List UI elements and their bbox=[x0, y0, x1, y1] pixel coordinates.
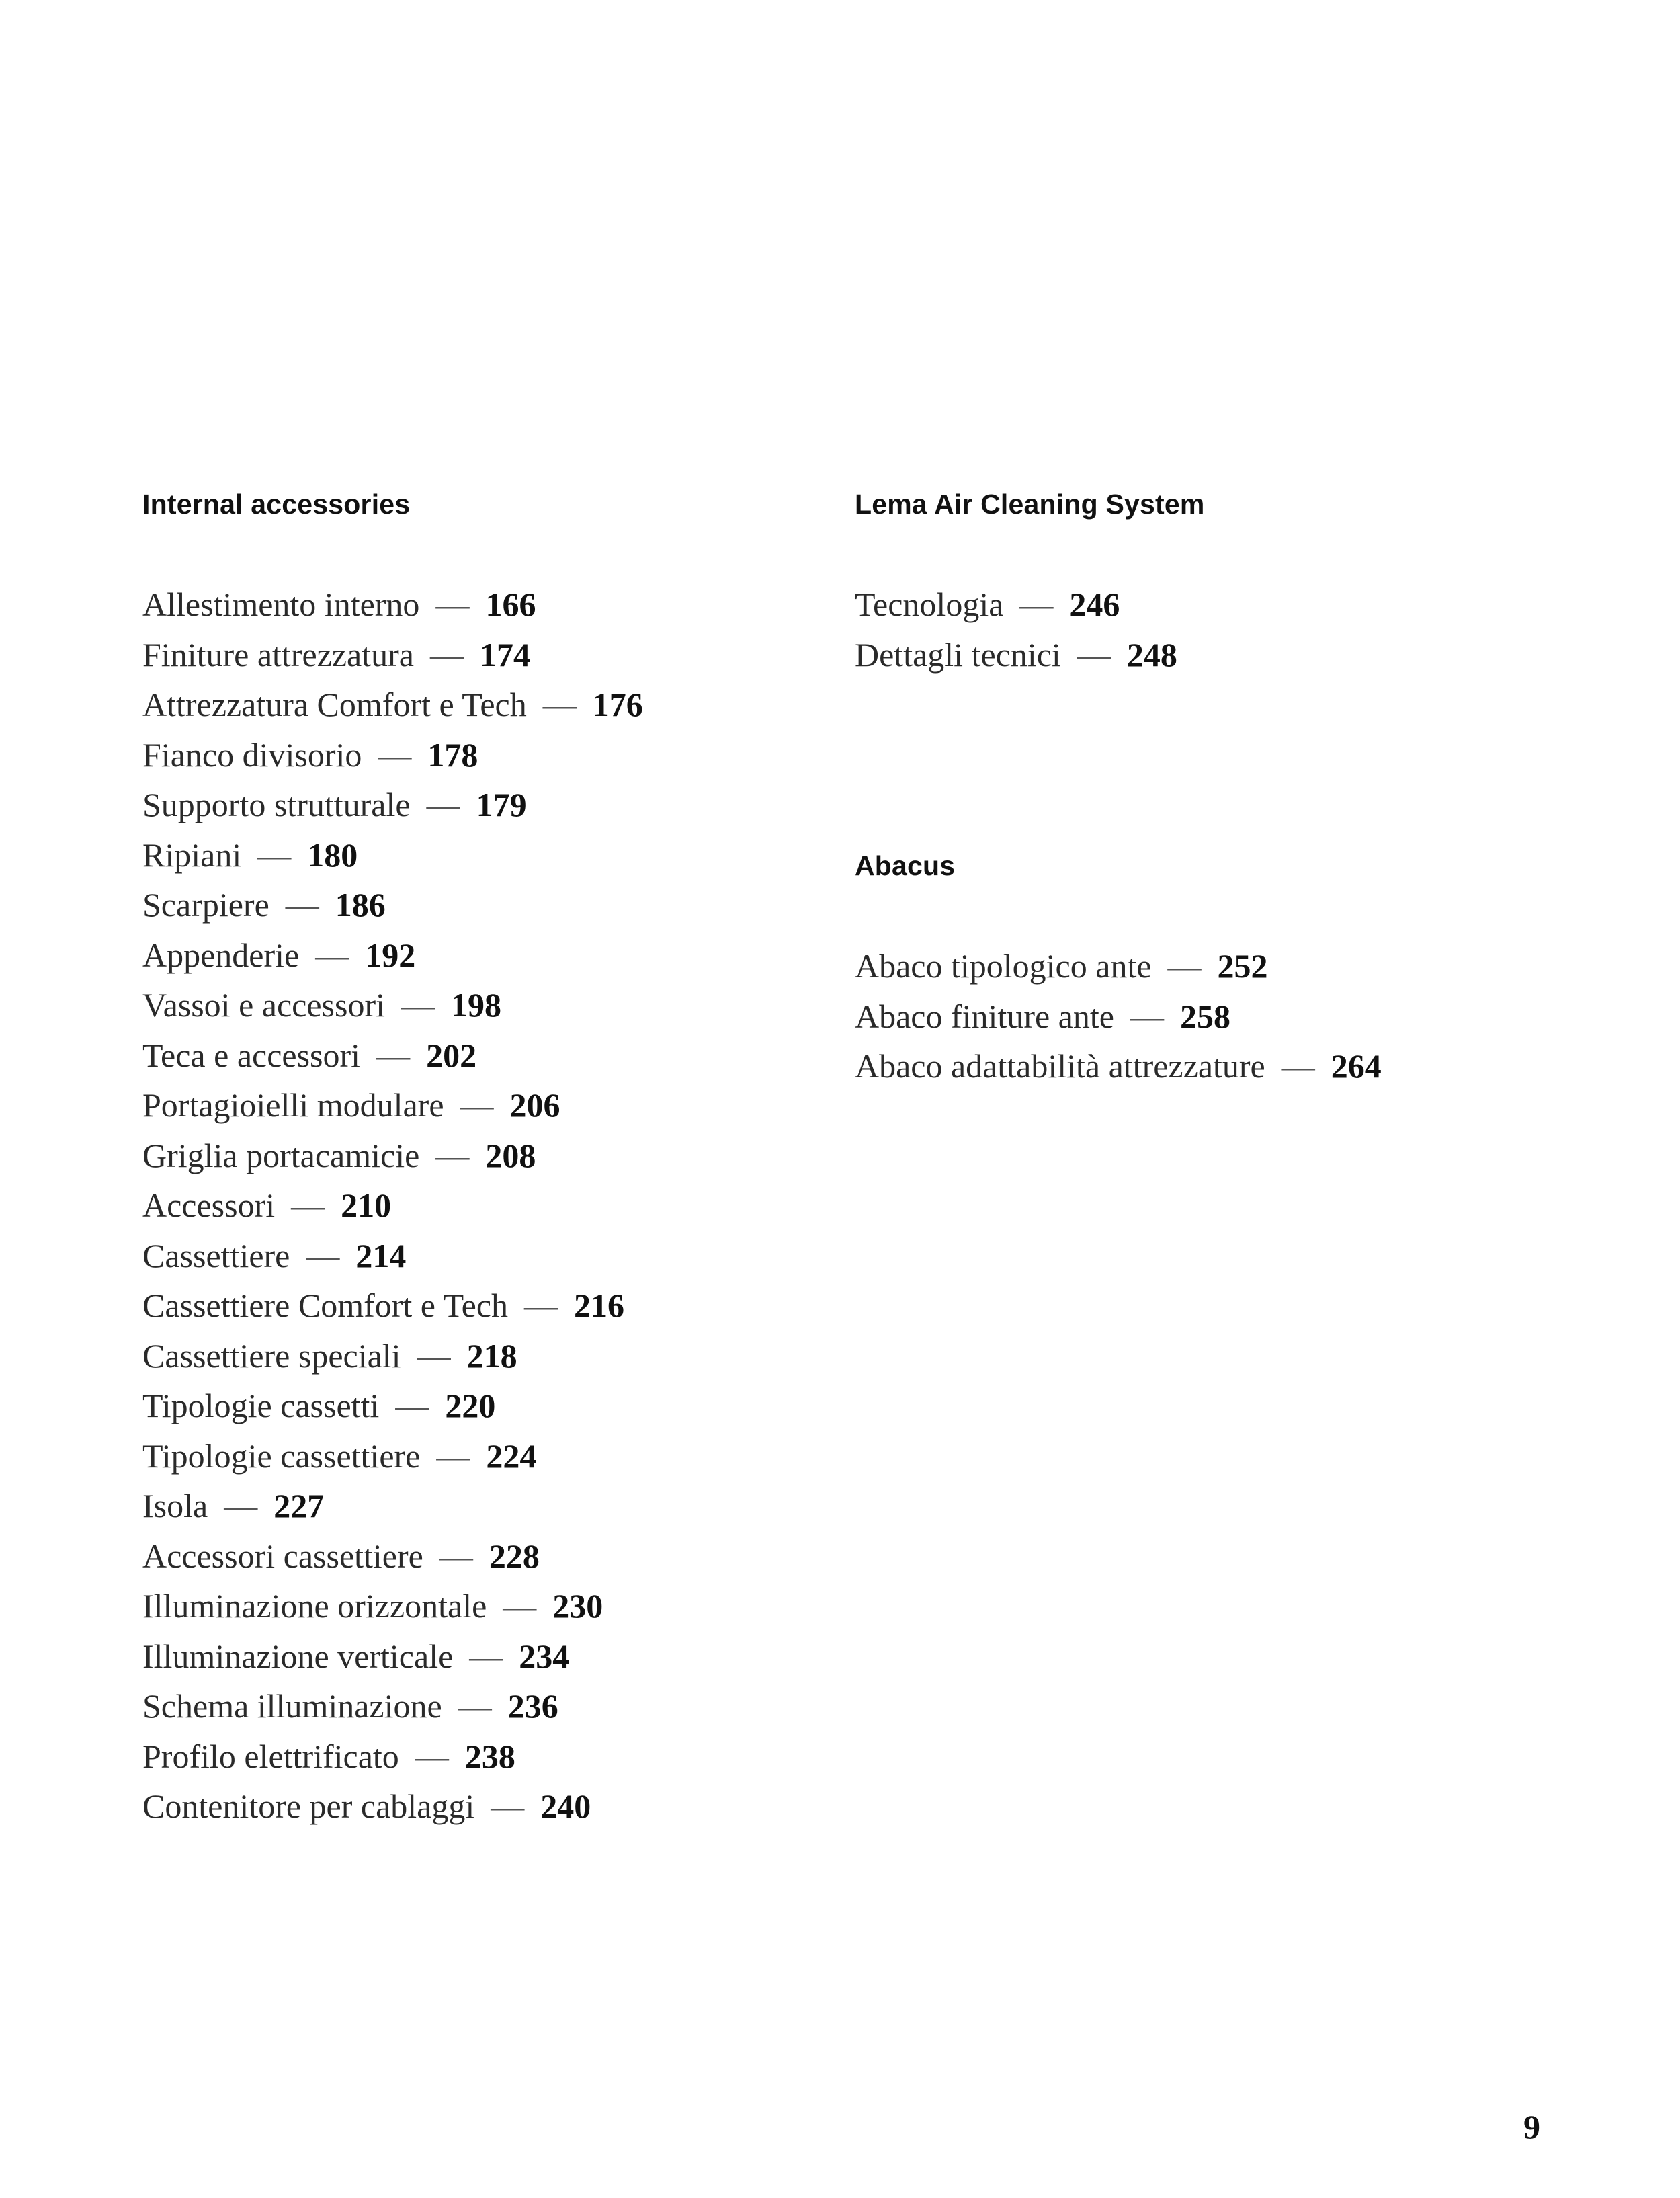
toc-entry-label: Tipologie cassettiere bbox=[142, 1436, 421, 1475]
toc-entry-page: 258 bbox=[1179, 997, 1230, 1035]
toc-entry-separator: — bbox=[1019, 585, 1054, 623]
toc-entry-separator: — bbox=[460, 1086, 494, 1124]
toc-entry bbox=[142, 1681, 814, 1732]
toc-entry-page: 246 bbox=[1069, 585, 1120, 623]
toc-entry bbox=[142, 980, 814, 1030]
toc-entry-separator: — bbox=[542, 686, 577, 723]
toc-entry-page: 234 bbox=[519, 1637, 570, 1675]
toc-entry bbox=[142, 630, 814, 680]
toc-entry-page: 216 bbox=[574, 1287, 625, 1324]
toc-entry-separator: — bbox=[436, 1436, 470, 1475]
toc-entry bbox=[855, 941, 1594, 991]
toc-entry-label: Abaco adattabilità attrezzature bbox=[855, 1047, 1265, 1085]
toc-entry-page: 166 bbox=[485, 585, 536, 623]
toc-entry bbox=[142, 1781, 814, 1832]
toc-entry bbox=[855, 579, 1594, 630]
toc-entry-page: 179 bbox=[476, 786, 527, 823]
toc-entry-separator: — bbox=[429, 635, 464, 674]
toc-entry bbox=[142, 830, 814, 881]
toc-entry-label: Schema illuminazione bbox=[142, 1687, 442, 1725]
toc-entry-page: 176 bbox=[592, 686, 643, 723]
toc-entry bbox=[142, 880, 814, 930]
toc-entry bbox=[142, 1231, 814, 1281]
page-number: 9 bbox=[1523, 2108, 1540, 2146]
toc-entry-separator: — bbox=[1281, 1047, 1315, 1085]
toc-entry-label: Accessori bbox=[142, 1186, 276, 1224]
toc-entry-label: Isola bbox=[142, 1487, 208, 1524]
toc-entry bbox=[142, 1180, 814, 1231]
toc-entry-label: Finiture attrezzatura bbox=[142, 635, 414, 674]
toc-entry-page: 180 bbox=[307, 836, 358, 874]
toc-entry-separator: — bbox=[417, 1336, 451, 1375]
toc-entry-label: Griglia portacamicie bbox=[142, 1136, 420, 1174]
toc-entry-separator: — bbox=[469, 1637, 503, 1675]
toc-entry-label: Profilo elettrificato bbox=[142, 1737, 399, 1775]
toc-entry-page: 218 bbox=[466, 1336, 517, 1375]
toc-entry-label: Allestimento interno bbox=[142, 585, 420, 623]
toc-entry-separator: — bbox=[291, 1186, 325, 1224]
toc-entry-separator: — bbox=[285, 886, 319, 924]
toc-entry-page: 248 bbox=[1126, 635, 1177, 674]
toc-entry-page: 240 bbox=[540, 1787, 591, 1825]
toc-entry-separator: — bbox=[378, 735, 412, 774]
toc-list bbox=[855, 579, 1594, 680]
toc-entry-separator: — bbox=[401, 986, 435, 1024]
toc-list bbox=[142, 579, 814, 1832]
toc-entry bbox=[142, 1531, 814, 1582]
toc-entry-label: Fianco divisorio bbox=[142, 735, 362, 774]
toc-entry-separator: — bbox=[524, 1287, 558, 1324]
toc-entry-page: 178 bbox=[427, 735, 478, 774]
toc-entry-label: Vassoi e accessori bbox=[142, 986, 385, 1024]
toc-entry-label: Tecnologia bbox=[855, 585, 1004, 623]
toc-entry-label: Appenderie bbox=[142, 936, 300, 974]
toc-entry-separator: — bbox=[306, 1236, 340, 1274]
toc-entry-label: Contenitore per cablaggi bbox=[142, 1787, 475, 1825]
section-lema-air-cleaning-system bbox=[855, 484, 1594, 680]
toc-entry bbox=[142, 1431, 814, 1481]
section-heading: Lema Air Cleaning System bbox=[855, 489, 1205, 520]
toc-entry-page: 186 bbox=[335, 886, 386, 924]
toc-entry-separator: — bbox=[503, 1587, 537, 1625]
toc-entry-label: Teca e accessori bbox=[142, 1036, 361, 1074]
toc-entry-page: 214 bbox=[355, 1236, 407, 1274]
toc-entry bbox=[142, 579, 814, 630]
toc-entry-separator: — bbox=[435, 1136, 470, 1174]
toc-list bbox=[855, 941, 1594, 1092]
toc-entry-separator: — bbox=[1077, 635, 1111, 674]
toc-entry bbox=[142, 680, 814, 730]
toc-entry-page: 236 bbox=[507, 1687, 558, 1725]
toc-entry-separator: — bbox=[224, 1487, 258, 1524]
toc-entry bbox=[142, 1030, 814, 1081]
toc-entry-page: 220 bbox=[445, 1387, 496, 1424]
toc-entry-page: 228 bbox=[489, 1537, 540, 1575]
toc-entry-page: 230 bbox=[552, 1587, 603, 1625]
toc-entry bbox=[142, 1331, 814, 1381]
toc-entry-separator: — bbox=[1167, 947, 1202, 985]
toc-entry-label: Portagioielli modulare bbox=[142, 1086, 444, 1124]
toc-entry bbox=[142, 1732, 814, 1782]
right-column bbox=[855, 484, 1594, 1092]
toc-entry-page: 202 bbox=[426, 1036, 477, 1074]
toc-entry bbox=[142, 1581, 814, 1631]
section-heading: Internal accessories bbox=[142, 489, 411, 520]
toc-entry-label: Attrezzatura Comfort e Tech bbox=[142, 686, 527, 723]
toc-entry-label: Abaco finiture ante bbox=[855, 997, 1114, 1035]
toc-entry-page: 252 bbox=[1217, 947, 1268, 985]
toc-entry-separator: — bbox=[458, 1687, 492, 1725]
toc-entry bbox=[855, 991, 1594, 1042]
toc-entry bbox=[142, 1381, 814, 1431]
toc-entry-separator: — bbox=[1130, 997, 1164, 1035]
toc-entry-separator: — bbox=[439, 1537, 473, 1575]
toc-entry-page: 206 bbox=[509, 1086, 560, 1124]
left-column bbox=[142, 484, 814, 1832]
toc-entry-separator: — bbox=[435, 585, 470, 623]
toc-entry-label: Cassettiere bbox=[142, 1236, 290, 1274]
toc-entry-page: 264 bbox=[1331, 1047, 1382, 1085]
toc-entry-label: Supporto strutturale bbox=[142, 786, 411, 823]
toc-entry-page: 208 bbox=[485, 1136, 536, 1174]
toc-entry-label: Accessori cassettiere bbox=[142, 1537, 423, 1575]
toc-entry-separator: — bbox=[315, 936, 349, 974]
toc-entry bbox=[855, 1041, 1594, 1092]
toc-entry-separator: — bbox=[257, 836, 292, 874]
section-heading: Abacus bbox=[855, 850, 956, 881]
toc-entry-label: Cassettiere Comfort e Tech bbox=[142, 1287, 509, 1324]
toc-entry-separator: — bbox=[426, 786, 460, 823]
toc-entry bbox=[142, 730, 814, 780]
toc-entry-page: 192 bbox=[365, 936, 416, 974]
toc-entry bbox=[142, 1280, 814, 1331]
toc-entry bbox=[142, 1131, 814, 1181]
toc-entry bbox=[855, 630, 1594, 680]
toc-entry-page: 238 bbox=[464, 1737, 515, 1775]
toc-entry-label: Dettagli tecnici bbox=[855, 635, 1061, 674]
toc-entry bbox=[142, 930, 814, 981]
toc-entry-separator: — bbox=[395, 1387, 429, 1424]
toc-entry-label: Illuminazione verticale bbox=[142, 1637, 454, 1675]
toc-entry bbox=[142, 780, 814, 830]
toc-entry bbox=[142, 1481, 814, 1531]
toc-entry-separator: — bbox=[491, 1787, 525, 1825]
toc-entry-label: Tipologie cassetti bbox=[142, 1387, 380, 1424]
toc-entry-separator: — bbox=[376, 1036, 411, 1074]
section-abacus bbox=[855, 846, 1594, 1092]
toc-entry-label: Abaco tipologico ante bbox=[855, 947, 1152, 985]
toc-entry-label: Cassettiere speciali bbox=[142, 1336, 401, 1375]
toc-entry-page: 227 bbox=[274, 1487, 325, 1524]
toc-entry-page: 210 bbox=[341, 1186, 392, 1224]
toc-entry-page: 224 bbox=[486, 1436, 537, 1475]
toc-entry-page: 198 bbox=[451, 986, 501, 1024]
toc-entry bbox=[142, 1631, 814, 1682]
toc-entry bbox=[142, 1080, 814, 1131]
toc-entry-separator: — bbox=[415, 1737, 449, 1775]
toc-entry-label: Ripiani bbox=[142, 836, 242, 874]
section-internal-accessories bbox=[142, 484, 814, 1832]
toc-entry-label: Scarpiere bbox=[142, 886, 269, 924]
toc-entry-page: 174 bbox=[479, 635, 530, 674]
toc-entry-label: Illuminazione orizzontale bbox=[142, 1587, 487, 1625]
